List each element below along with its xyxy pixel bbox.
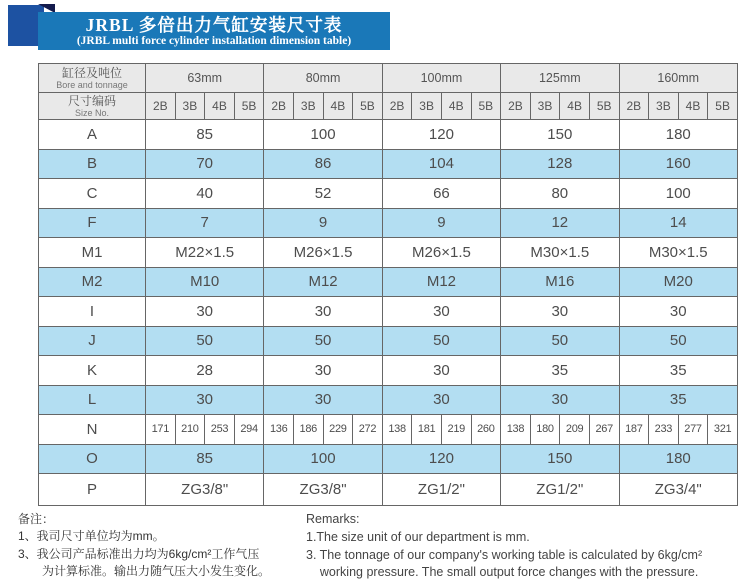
footer-notes xyxy=(18,511,740,582)
size-code-header-cell: 2B xyxy=(264,93,294,120)
table-row-o xyxy=(39,444,738,474)
size-code-header-cell: 5B xyxy=(353,93,383,120)
row-label: N xyxy=(39,415,146,445)
table-cell: 294 xyxy=(234,415,264,445)
table-cell: 120 xyxy=(382,444,500,474)
size-code-header-cell: 2B xyxy=(619,93,649,120)
row-label: M2 xyxy=(39,267,146,297)
table-row-b xyxy=(39,149,738,179)
table-body xyxy=(39,120,738,506)
table-cell: 40 xyxy=(146,179,264,209)
size-code-header-cell: 3B xyxy=(412,93,442,120)
table-row-m1 xyxy=(39,238,738,268)
table-cell: 219 xyxy=(441,415,471,445)
row-label: A xyxy=(39,120,146,150)
table-cell: 30 xyxy=(501,385,619,415)
notes-line: working pressure. The small output force changes with the pressure. xyxy=(306,565,699,580)
notes-line: 1.The size unit of our department is mm. xyxy=(306,529,530,544)
table-cell: 9 xyxy=(382,208,500,238)
dimension-table xyxy=(38,63,738,506)
page-title-zh: JRBL 多倍出力气缸安装尺寸表 xyxy=(85,15,343,35)
table-cell: 50 xyxy=(501,326,619,356)
table-cell: 180 xyxy=(619,120,738,150)
row-label: J xyxy=(39,326,146,356)
bore-header-cell: 80mm xyxy=(264,64,382,93)
table-cell: 50 xyxy=(382,326,500,356)
corner-cell-size xyxy=(39,93,146,120)
table-row-a xyxy=(39,120,738,150)
table-cell: 30 xyxy=(264,385,382,415)
bore-header-cell: 125mm xyxy=(501,64,619,93)
table-row-j xyxy=(39,326,738,356)
table-cell: 30 xyxy=(146,297,264,327)
notes-chinese xyxy=(18,511,306,582)
table-cell: M20 xyxy=(619,267,738,297)
size-code-header-cell: 4B xyxy=(441,93,471,120)
table-cell: 210 xyxy=(175,415,205,445)
notes-line: 3. The tonnage of our company's working table is calculated by 6kg/cm² xyxy=(306,547,703,562)
notes-english xyxy=(306,511,740,582)
size-code-header-cell: 3B xyxy=(649,93,679,120)
table-cell: 50 xyxy=(264,326,382,356)
table-row-l xyxy=(39,385,738,415)
table-cell: 30 xyxy=(264,356,382,386)
size-code-header-cell: 5B xyxy=(589,93,619,120)
table-cell: 150 xyxy=(501,120,619,150)
table-row-p xyxy=(39,474,738,506)
row-label: O xyxy=(39,444,146,474)
size-code-header-cell: 4B xyxy=(205,93,235,120)
table-cell: 120 xyxy=(382,120,500,150)
table-cell: 229 xyxy=(323,415,353,445)
table-row-m2 xyxy=(39,267,738,297)
table-cell: 150 xyxy=(501,444,619,474)
table-cell: 14 xyxy=(619,208,738,238)
table-cell: 86 xyxy=(264,149,382,179)
table-cell: M12 xyxy=(264,267,382,297)
table-cell: 12 xyxy=(501,208,619,238)
row-label: L xyxy=(39,385,146,415)
table-cell: M16 xyxy=(501,267,619,297)
table-cell: ZG3/8" xyxy=(264,474,382,506)
table-cell: 35 xyxy=(619,356,738,386)
table-cell: 180 xyxy=(619,444,738,474)
corner-bore-en: Bore and tonnage xyxy=(56,80,128,90)
row-label: M1 xyxy=(39,238,146,268)
table-cell: 138 xyxy=(382,415,412,445)
table-cell: 85 xyxy=(146,120,264,150)
corner-size-en: Size No. xyxy=(74,108,109,118)
table-row-c xyxy=(39,179,738,209)
table-cell: 50 xyxy=(146,326,264,356)
table-cell: 52 xyxy=(264,179,382,209)
table-cell: 272 xyxy=(353,415,383,445)
size-code-header-cell: 2B xyxy=(146,93,176,120)
bore-header-cell: 63mm xyxy=(146,64,264,93)
notes-line: 为计算标准。输出力随气压大小发生变化。 xyxy=(18,564,271,579)
table-cell: 209 xyxy=(560,415,590,445)
size-code-header-cell: 5B xyxy=(234,93,264,120)
table-cell: 171 xyxy=(146,415,176,445)
table-cell: 253 xyxy=(205,415,235,445)
size-code-header-cell: 3B xyxy=(530,93,560,120)
table-cell: 30 xyxy=(264,297,382,327)
table-cell: M26×1.5 xyxy=(382,238,500,268)
table-cell: 160 xyxy=(619,149,738,179)
table-cell: 186 xyxy=(293,415,323,445)
table-cell: 104 xyxy=(382,149,500,179)
table-cell: 180 xyxy=(530,415,560,445)
table-cell: ZG3/4" xyxy=(619,474,738,506)
table-row-k xyxy=(39,356,738,386)
row-label: B xyxy=(39,149,146,179)
table-cell: 50 xyxy=(619,326,738,356)
corner-size-zh: 尺寸编码 xyxy=(67,94,116,108)
table-cell: 260 xyxy=(471,415,501,445)
size-code-header-cell: 2B xyxy=(501,93,531,120)
table-cell: 85 xyxy=(146,444,264,474)
corner-cell-bore xyxy=(39,64,146,93)
table-cell: 66 xyxy=(382,179,500,209)
table-cell: 181 xyxy=(412,415,442,445)
table-cell: 233 xyxy=(649,415,679,445)
table-header xyxy=(39,64,738,120)
table-cell: M26×1.5 xyxy=(264,238,382,268)
table-cell: 35 xyxy=(619,385,738,415)
row-label: K xyxy=(39,356,146,386)
size-code-header-cell: 3B xyxy=(293,93,323,120)
table-cell: 100 xyxy=(264,120,382,150)
table-cell: 80 xyxy=(501,179,619,209)
table-cell: 9 xyxy=(264,208,382,238)
size-code-header-cell: 4B xyxy=(323,93,353,120)
table-cell: M30×1.5 xyxy=(619,238,738,268)
row-label: F xyxy=(39,208,146,238)
table-cell: 30 xyxy=(501,297,619,327)
table-cell: M30×1.5 xyxy=(501,238,619,268)
table-cell: 30 xyxy=(382,297,500,327)
table-cell: M10 xyxy=(146,267,264,297)
table-cell: 100 xyxy=(264,444,382,474)
table-cell: 7 xyxy=(146,208,264,238)
header-row-bore xyxy=(39,64,738,93)
size-code-header-cell: 5B xyxy=(708,93,738,120)
table-cell: M12 xyxy=(382,267,500,297)
table-cell: ZG3/8" xyxy=(146,474,264,506)
row-label: C xyxy=(39,179,146,209)
table-cell: 30 xyxy=(382,385,500,415)
table-cell: M22×1.5 xyxy=(146,238,264,268)
bore-header-cell: 100mm xyxy=(382,64,500,93)
table-cell: 136 xyxy=(264,415,294,445)
page-title-banner xyxy=(38,12,390,50)
table-cell: 128 xyxy=(501,149,619,179)
table-cell: 30 xyxy=(146,385,264,415)
table-cell: 70 xyxy=(146,149,264,179)
notes-line: 1、我司尺寸单位均为mm。 xyxy=(18,529,165,544)
table-cell: 30 xyxy=(382,356,500,386)
size-code-header-cell: 4B xyxy=(560,93,590,120)
table-cell: 321 xyxy=(708,415,738,445)
table-cell: 35 xyxy=(501,356,619,386)
table-cell: ZG1/2" xyxy=(501,474,619,506)
notes-heading: Remarks: xyxy=(306,512,360,526)
size-code-header-cell: 3B xyxy=(175,93,205,120)
corner-bore-zh: 缸径及吨位 xyxy=(61,66,122,80)
row-label: I xyxy=(39,297,146,327)
size-code-header-cell: 5B xyxy=(471,93,501,120)
table-row-i xyxy=(39,297,738,327)
table-row-n xyxy=(39,415,738,445)
bore-header-cell: 160mm xyxy=(619,64,738,93)
table-row-f xyxy=(39,208,738,238)
page-title-en: (JRBL multi force cylinder installation dimension table) xyxy=(76,35,352,47)
table-cell: ZG1/2" xyxy=(382,474,500,506)
table-cell: 267 xyxy=(589,415,619,445)
notes-heading: 备注： xyxy=(18,512,55,526)
notes-line: 3、我公司产品标准出力均为6kg/cm²工作气压 xyxy=(18,546,260,561)
table-cell: 277 xyxy=(678,415,708,445)
size-code-header-cell: 4B xyxy=(678,93,708,120)
table-cell: 138 xyxy=(501,415,531,445)
table-cell: 100 xyxy=(619,179,738,209)
table-cell: 187 xyxy=(619,415,649,445)
header-row-size xyxy=(39,93,738,120)
size-code-header-cell: 2B xyxy=(382,93,412,120)
row-label: P xyxy=(39,474,146,506)
table-cell: 30 xyxy=(619,297,738,327)
table-cell: 28 xyxy=(146,356,264,386)
